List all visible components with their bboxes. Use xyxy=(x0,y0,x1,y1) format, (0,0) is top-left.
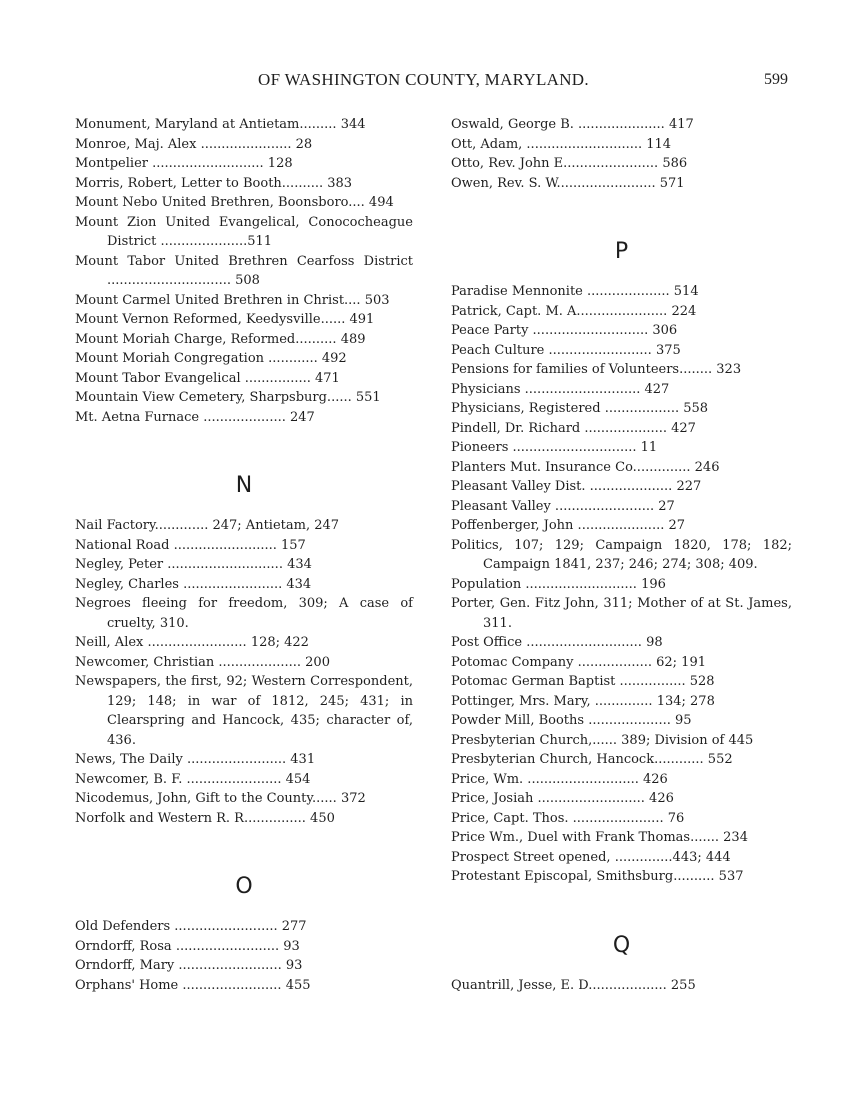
section-letter-p: P xyxy=(614,239,629,264)
left-column xyxy=(75,115,418,995)
index-entry-text: Morris, Robert, Letter to Booth.......... 383 xyxy=(75,175,353,191)
index-entry-text: Orphans' Home ........................ 455 xyxy=(75,977,311,993)
index-entry-text: Post Office ............................ 98 xyxy=(451,635,663,650)
index-entry xyxy=(451,360,792,380)
index-entry xyxy=(75,193,413,213)
index-entry xyxy=(75,213,418,252)
index-entry-text: Pindell, Dr. Richard .................... 427 xyxy=(451,420,696,436)
index-entry-text: Norfolk and Western R. R............... 450 xyxy=(75,810,335,826)
index-entry-text: Negroes fleeing for freedom, 309; A case of cruelty, 310. xyxy=(75,596,418,631)
index-entry-text: Physicians ............................ 427 xyxy=(451,381,670,397)
index-entry xyxy=(451,115,792,135)
index-entry-text: Newspapers, the first, 92; Western Correspondent, 129; 148; in war of 1812, 245; 431; in Clearspring and Hancock, 435; character of, 436. xyxy=(75,674,418,748)
index-entry-text: Monument, Maryland at Antietam......... 344 xyxy=(75,117,366,132)
index-entry-text: Pensions for families of Volunteers........ 323 xyxy=(451,362,742,377)
index-entry xyxy=(451,594,797,633)
index-entry xyxy=(75,809,413,829)
index-entry-text: Price, Capt. Thos. ...................... 76 xyxy=(451,810,685,826)
index-entry-text: Price, Josiah .......................... 426 xyxy=(451,791,674,806)
index-entry-text: Orndorff, Mary ......................... 93 xyxy=(75,958,303,973)
index-entry-text: Mountain View Cemetery, Sharpsburg...... 551 xyxy=(75,390,381,405)
index-entry-text: Mt. Aetna Furnace .................... 247 xyxy=(75,409,315,425)
index-entry xyxy=(75,555,413,575)
index-entry xyxy=(75,789,413,809)
index-entry-text: Price, Wm. ........................... 426 xyxy=(451,771,668,787)
m-entries xyxy=(75,115,418,427)
index-entry-text: Prospect Street opened, ..............443; 444 xyxy=(451,849,731,865)
index-entry xyxy=(451,341,792,361)
index-entry xyxy=(75,330,413,350)
index-entry-text: Mount Moriah Charge, Reformed.......... 489 xyxy=(75,331,366,347)
index-entry xyxy=(451,321,792,341)
index-entry xyxy=(75,369,413,389)
index-entry-text: Pleasant Valley Dist. .................... 227 xyxy=(451,479,702,494)
index-entry xyxy=(75,976,413,996)
index-entry-text: Neill, Alex ........................ 128; 422 xyxy=(75,635,309,650)
index-entry xyxy=(75,174,413,194)
index-entry xyxy=(75,291,413,311)
section-letter-q: Q xyxy=(612,932,631,958)
index-entry xyxy=(451,828,792,848)
index-entry xyxy=(451,174,792,194)
index-entry xyxy=(75,536,413,556)
index-entry xyxy=(451,516,792,536)
index-entry-text: Politics, 107; 129; Campaign 1820, 178; 182; Campaign 1841, 237; 246; 274; 308; 409. xyxy=(451,537,797,572)
index-entry-text: Presbyterian Church, Hancock............ 552 xyxy=(451,752,733,767)
index-entry xyxy=(451,809,792,829)
index-entry xyxy=(451,477,792,497)
index-entry xyxy=(451,575,792,595)
index-entry-text: Pioneers .............................. 11 xyxy=(451,440,658,455)
index-entry-text: Monroe, Maj. Alex ...................... 28 xyxy=(75,136,313,152)
index-entry-text: Old Defenders ......................... 277 xyxy=(75,919,307,934)
index-entry-text: Owen, Rev. S. W........................ 571 xyxy=(451,175,685,191)
index-entry xyxy=(75,956,413,976)
index-entry xyxy=(75,388,413,408)
index-entry xyxy=(451,458,792,478)
section-letter-n: N xyxy=(235,473,253,498)
index-entry-text: Nail Factory............. 247; Antietam, 247 xyxy=(75,518,340,533)
index-entry xyxy=(451,282,792,302)
page-number: 599 xyxy=(764,71,788,88)
index-entry xyxy=(451,848,792,868)
index-entry xyxy=(75,594,418,633)
index-entry xyxy=(451,731,792,751)
index-entry-text: Pottinger, Mrs. Mary, .............. 134; 278 xyxy=(451,693,715,709)
index-entry-text: Mount Carmel United Brethren in Christ.... 503 xyxy=(75,292,390,308)
index-entry-text: Paradise Mennonite .................... 514 xyxy=(451,284,699,299)
index-entry-text: Nicodemus, John, Gift to the County...... 372 xyxy=(75,791,366,806)
q-entries xyxy=(451,976,792,996)
index-entry xyxy=(451,789,792,809)
index-entry xyxy=(75,672,418,750)
index-entry-text: Price Wm., Duel with Frank Thomas....... 234 xyxy=(451,830,748,845)
n-entries xyxy=(75,516,418,828)
index-entry-text: Protestant Episcopal, Smithsburg.......... 537 xyxy=(451,869,744,884)
index-entry-text: Mount Tabor United Brethren Cearfoss District .............................. 508 xyxy=(75,253,418,288)
index-entry-text: Potomac German Baptist ................ 528 xyxy=(451,674,715,689)
index-entry xyxy=(75,135,413,155)
index-entry xyxy=(451,633,792,653)
index-entry-text: Otto, Rev. John E....................... 586 xyxy=(451,156,688,171)
o-entries-left xyxy=(75,917,413,995)
index-entry xyxy=(451,438,792,458)
running-header xyxy=(0,70,865,94)
index-entry-text: Potomac Company .................. 62; 191 xyxy=(451,654,706,670)
index-entry-text: Mount Moriah Congregation ............ 492 xyxy=(75,351,347,366)
index-entry xyxy=(451,867,792,887)
index-entry xyxy=(75,310,413,330)
section-letter-o: O xyxy=(235,874,253,899)
index-entry-text: Orndorff, Rosa ......................... 93 xyxy=(75,938,300,954)
index-entry xyxy=(75,937,413,957)
index-entry xyxy=(451,672,792,692)
index-entry xyxy=(75,408,413,428)
index-entry xyxy=(75,653,413,673)
index-entry-text: Newcomer, Christian .................... 200 xyxy=(75,654,330,670)
index-entry xyxy=(451,653,792,673)
index-entry xyxy=(451,399,792,419)
index-entry xyxy=(75,633,413,653)
index-entry-text: Oswald, George B. ..................... 417 xyxy=(451,117,694,132)
index-entry-text: Mount Vernon Reformed, Keedysville...... 491 xyxy=(75,312,375,327)
index-entry-text: Patrick, Capt. M. A...................... 224 xyxy=(451,303,697,319)
index-entry-text: Porter, Gen. Fitz John, 311; Mother of at St. James, 311. xyxy=(451,596,797,631)
index-entry-text: Mount Tabor Evangelical ................ 471 xyxy=(75,370,340,386)
index-entry-text: Ott, Adam, ............................ 114 xyxy=(451,136,672,152)
index-entry-text: Pleasant Valley ........................ 27 xyxy=(451,498,675,514)
index-entry xyxy=(451,302,792,322)
index-entry xyxy=(451,380,792,400)
index-entry xyxy=(451,976,792,996)
index-entry-text: Population ........................... 196 xyxy=(451,576,666,592)
index-entry xyxy=(75,154,413,174)
index-entry xyxy=(75,516,413,536)
index-entry-text: Mount Zion United Evangelical, Conococheague District .....................511 xyxy=(75,214,418,249)
index-entry xyxy=(451,536,797,575)
index-entry-text: Negley, Peter ............................ 434 xyxy=(75,557,312,572)
index-entry-text: Peach Culture ......................... 375 xyxy=(451,342,681,358)
index-entry xyxy=(75,750,413,770)
index-entry xyxy=(451,497,792,517)
index-entry xyxy=(75,349,413,369)
index-entry xyxy=(451,154,792,174)
index-entry xyxy=(75,252,418,291)
index-entry xyxy=(75,575,413,595)
index-entry-text: Presbyterian Church,...... 389; Division of 445 xyxy=(451,732,754,748)
index-entry xyxy=(451,711,792,731)
index-entry-text: Peace Party ............................ 306 xyxy=(451,323,678,338)
index-entry xyxy=(75,770,413,790)
index-entry xyxy=(451,750,792,770)
o-entries-right xyxy=(451,115,792,193)
index-entry xyxy=(451,770,792,790)
right-column xyxy=(451,115,797,995)
index-entry xyxy=(451,419,792,439)
index-entry xyxy=(451,135,792,155)
index-entry xyxy=(75,917,413,937)
index-entry xyxy=(75,115,413,135)
index-entry-text: Poffenberger, John ..................... 27 xyxy=(451,518,686,533)
page-title: OF WASHINGTON COUNTY, MARYLAND. xyxy=(258,70,589,89)
index-entry-text: National Road ......................... 157 xyxy=(75,537,306,553)
index-entry-text: Powder Mill, Booths .................... 95 xyxy=(451,713,692,728)
index-entry-text: Newcomer, B. F. ....................... 454 xyxy=(75,771,311,787)
index-entry-text: Mount Nebo United Brethren, Boonsboro.... 494 xyxy=(75,195,394,210)
index-entry-text: Negley, Charles ........................ 434 xyxy=(75,576,312,592)
index-entry-text: Montpelier ........................... 128 xyxy=(75,156,293,171)
index-entry-text: Planters Mut. Insurance Co.............. 246 xyxy=(451,459,720,475)
index-entry-text: News, The Daily ........................ 431 xyxy=(75,752,316,767)
index-entry xyxy=(451,692,792,712)
index-entry-text: Quantrill, Jesse, E. D................... 255 xyxy=(451,977,696,993)
p-entries xyxy=(451,282,797,887)
index-entry-text: Physicians, Registered .................. 558 xyxy=(451,401,709,416)
